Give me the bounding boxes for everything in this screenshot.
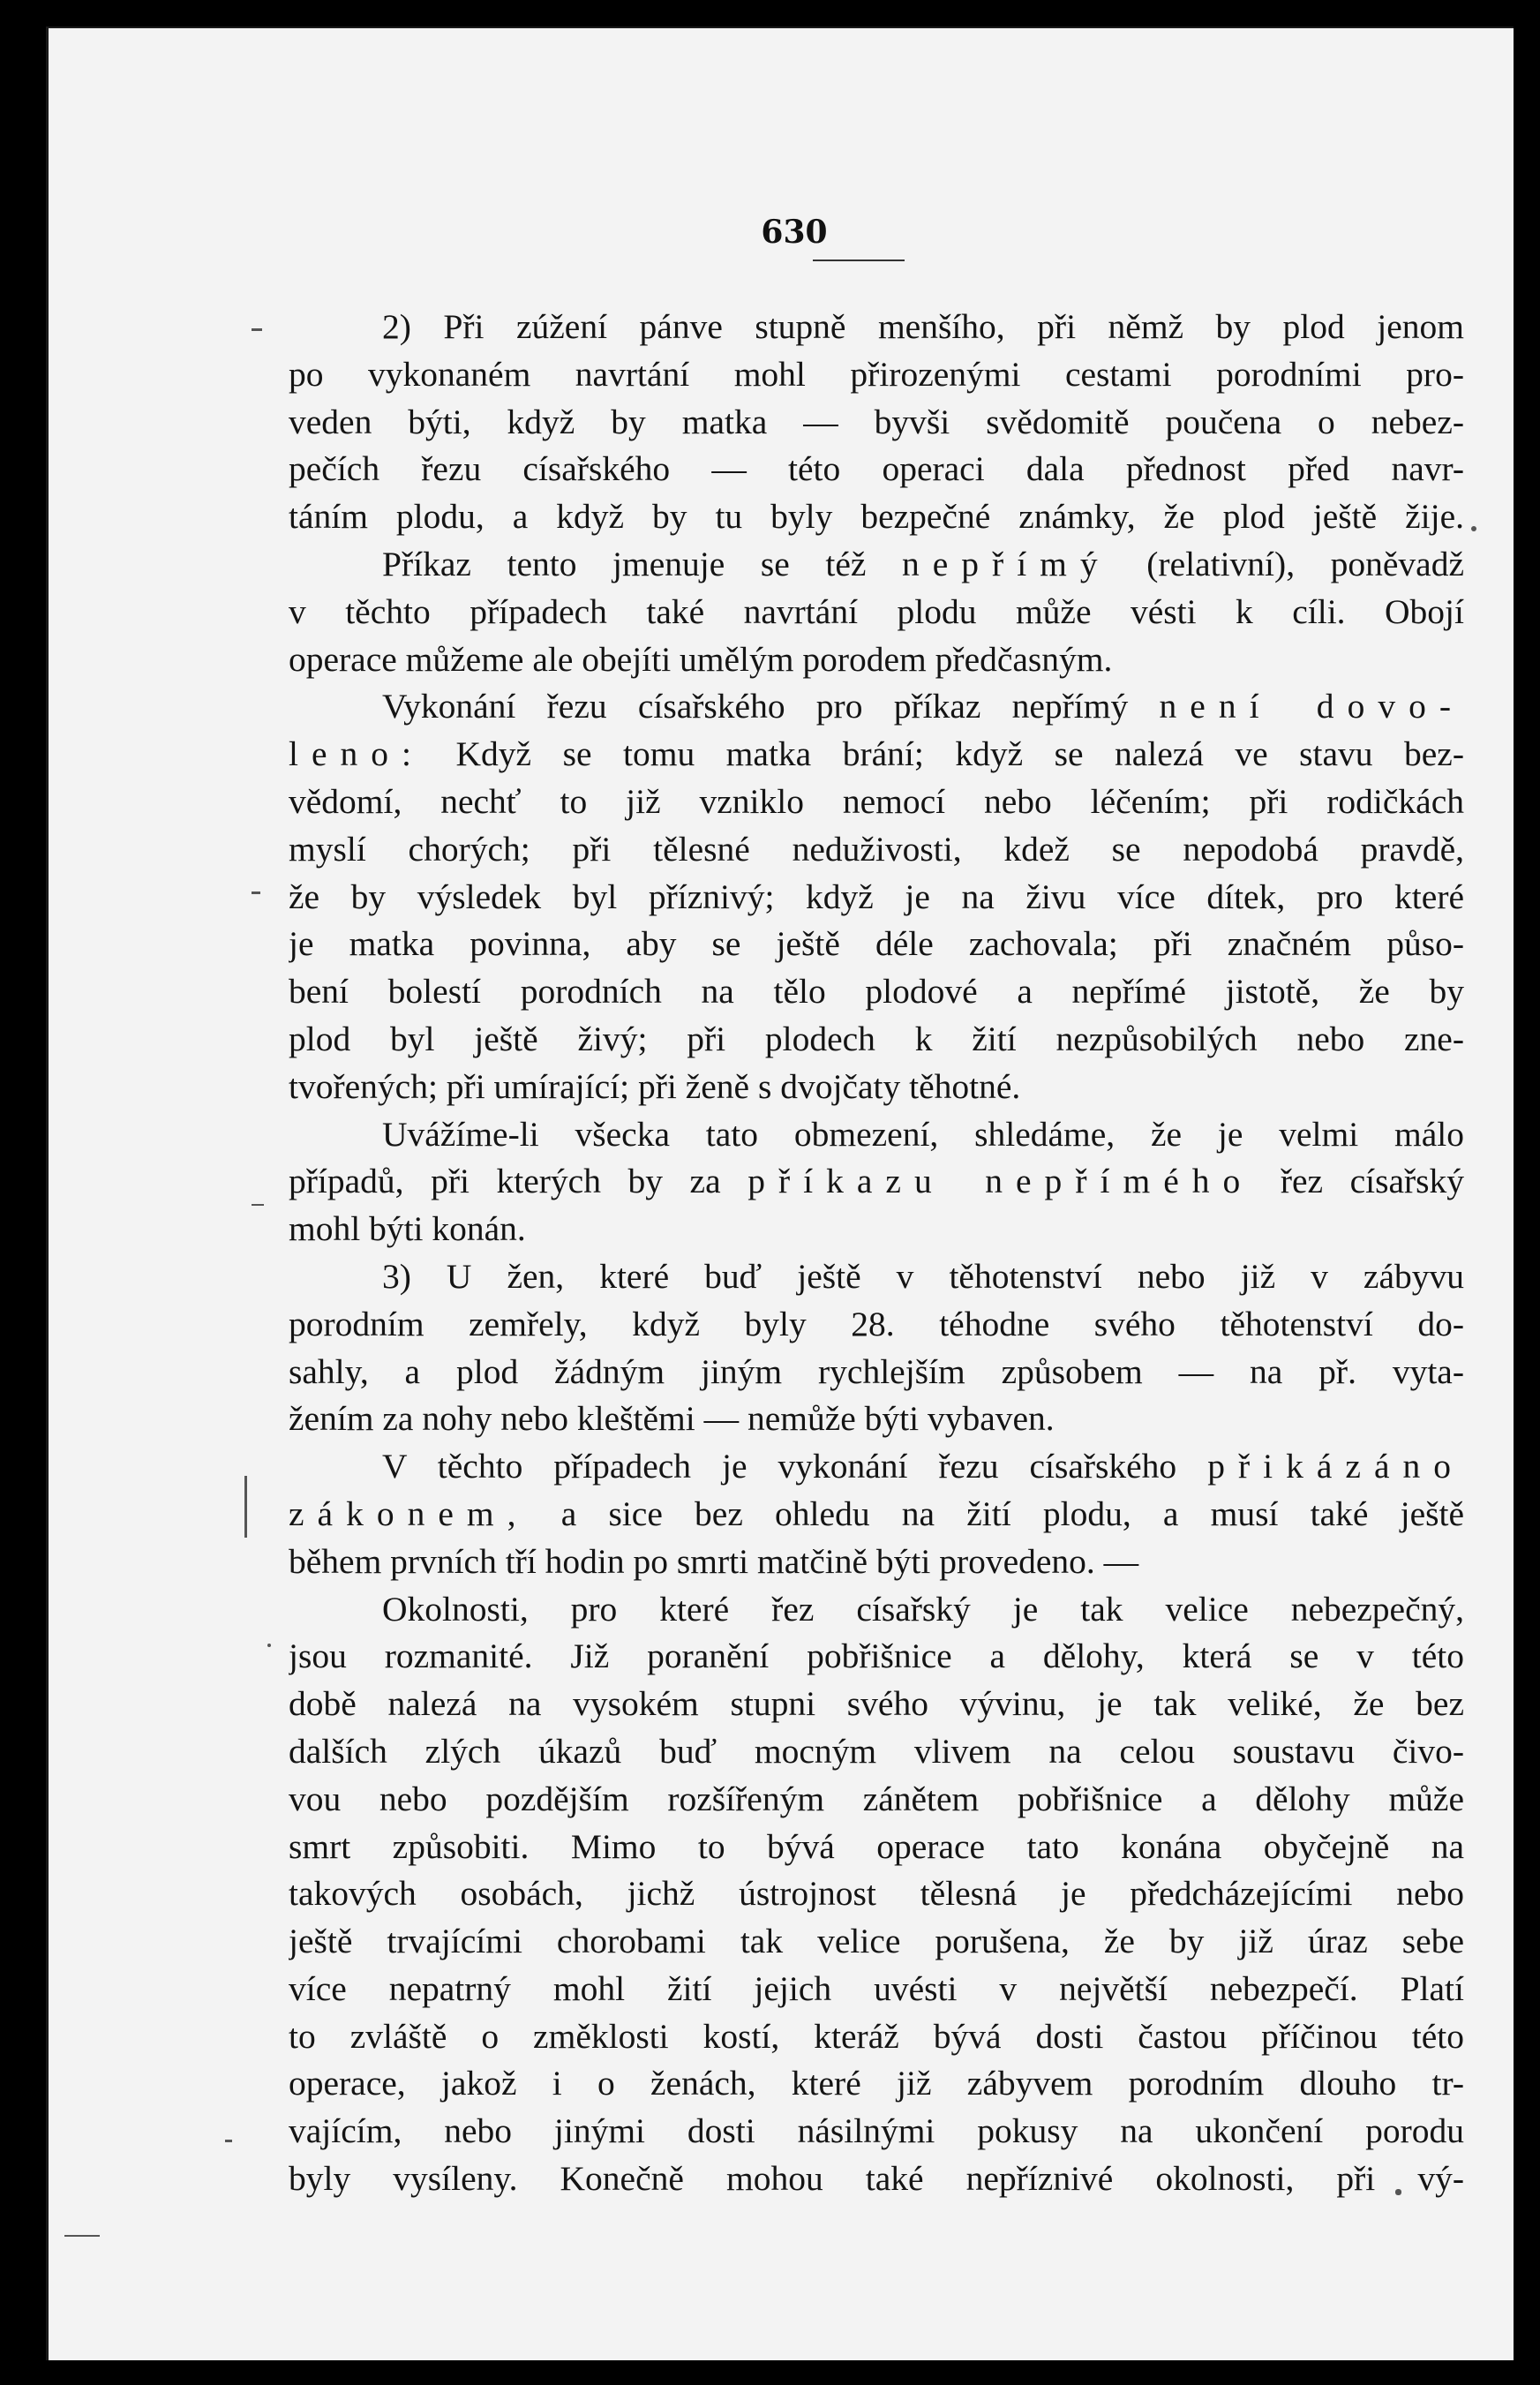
text-line: jsou rozmanité. Již poranění pobřišnice a dělohy, která se v této xyxy=(289,1636,1464,1676)
text-line: více nepatrný mohl žití jejich uvésti v největší nebezpečí. Platí xyxy=(289,1968,1464,2008)
text-line: porodním zemřely, když byly 28. téhodne svého těhotenství do- xyxy=(289,1304,1464,1343)
spaced-term: nepřímý xyxy=(901,544,1111,583)
margin-mark xyxy=(252,328,262,331)
spaced-term: leno: xyxy=(289,734,425,774)
spaced-term: zákonem, xyxy=(289,1493,530,1533)
margin-mark xyxy=(244,1476,247,1538)
text-line: to zvláště o změklosti kostí, kteráž bývá dosti častou příčinou této xyxy=(289,2016,1464,2056)
text-run: (relativní), poněvadž xyxy=(1146,544,1464,583)
text-line xyxy=(289,1491,1464,1539)
text-line: operace, jakož i o ženách, které již zábyvem porodním dlouho tr- xyxy=(289,2064,1464,2103)
text-line: že by výsledek byl příznivý; když je na živu více dítek, pro které xyxy=(289,877,1464,916)
text-line xyxy=(289,1158,1464,1206)
text-run: Příkaz tento jmenuje se též xyxy=(382,544,867,583)
text-line: plod byl ještě živý; při plodech k žití nezpůsobilých nebo zne- xyxy=(289,1019,1464,1058)
spaced-term: není dovo- xyxy=(1159,687,1464,726)
margin-mark xyxy=(225,2140,232,2142)
text-line: myslí chorých; při tělesné neduživosti, kdež se nepodobá pravdě, xyxy=(289,829,1464,869)
text-line xyxy=(289,1443,1464,1491)
text-line: je matka povinna, aby se ještě déle zachovala; při značném půso- xyxy=(289,924,1464,964)
text-line: během prvních tří hodin po smrti matčině býti provedeno. — xyxy=(289,1541,1139,1581)
page-number-rule xyxy=(813,260,905,261)
text-line: sahly, a plod žádným jiným rychlejším způsobem — na př. vyta- xyxy=(289,1351,1464,1391)
text-line xyxy=(289,731,1464,779)
book-page xyxy=(46,26,1514,2360)
text-line: byly vysíleny. Konečně mohou také nepříznivé okolnosti, při vý- xyxy=(289,2159,1464,2199)
text-line xyxy=(289,683,1464,731)
margin-mark xyxy=(252,1204,264,1206)
page-number: 630 xyxy=(761,214,828,251)
text-line: smrt způsobiti. Mimo to bývá operace tato konána obyčejně na xyxy=(289,1826,1464,1866)
text-line: veden býti, když by matka — byvši svědomitě poučena o nebez- xyxy=(289,402,1464,441)
text-line: takových osobách, jichž ústrojnost tělesná je předcházejícími nebo xyxy=(289,1874,1464,1914)
text-line: Uvážíme-li všecka tato obmezení, shledáme, že je velmi málo xyxy=(382,1114,1464,1154)
text-line xyxy=(289,541,1464,589)
text-line: žením za nohy nebo kleštěmi — nemůže býti vybaven. xyxy=(289,1399,1055,1439)
text-line: dalších zlých úkazů buď mocným vlivem na celou soustavu čivo- xyxy=(289,1731,1464,1771)
text-line: 2) Při zúžení pánve stupně menšího, při němž by plod jenom xyxy=(382,307,1464,346)
spaced-term: přikázáno xyxy=(1207,1447,1464,1486)
text-line: ještě trvajícími chorobami tak velice porušena, že by již úraz sebe xyxy=(289,1922,1464,1961)
text-line: době nalezá na vysokém stupni svého vývinu, je tak veliké, že bez xyxy=(289,1684,1464,1724)
text-line: Okolnosti, pro které řez císařský je tak velice nebezpečný, xyxy=(382,1589,1464,1629)
text-line: táním plodu, a když by tu byly bezpečné známky, že plod ještě žije. xyxy=(289,497,1464,537)
text-run: V těchto případech je vykonání řezu císařského xyxy=(382,1447,1177,1486)
text-run: Vykonání řezu císařského pro příkaz nepřímý xyxy=(382,687,1129,726)
text-line: vědomí, nechť to již vzniklo nemocí nebo léčením; při rodičkách xyxy=(289,781,1464,821)
margin-mark xyxy=(64,2235,100,2237)
text-run: Když se tomu matka brání; když se nalezá ve stavu bez- xyxy=(455,734,1464,774)
text-line: mohl býti konán. xyxy=(289,1209,526,1249)
body-text xyxy=(289,304,1464,2203)
text-line: operace můžeme ale obejíti umělým porodem předčasným. xyxy=(289,639,1113,679)
text-line: 3) U žen, které buď ještě v těhotenství nebo již v zábyvu xyxy=(382,1256,1464,1296)
text-run: a sice bez ohledu na žití plodu, a musí také ještě xyxy=(560,1493,1464,1533)
text-line: v těchto případech také navrtání plodu může vésti k cíli. Obojí xyxy=(289,591,1464,631)
text-line: tvořených; při umírající; při ženě s dvojčaty těhotné. xyxy=(289,1066,1021,1106)
spaced-term: příkazu nepřímého xyxy=(747,1162,1254,1201)
margin-mark xyxy=(252,892,260,894)
text-run: řez císařský xyxy=(1280,1162,1464,1201)
text-line: vou nebo pozdějším rozšířeným zánětem pobřišnice a dělohy může xyxy=(289,1779,1464,1818)
text-line: vajícím, nebo jinými dosti násilnými pokusy na ukončení porodu xyxy=(289,2111,1464,2151)
text-line: pečích řezu císařského — této operaci dala přednost před navr- xyxy=(289,449,1464,489)
text-run: případů, při kterých by za xyxy=(289,1162,721,1201)
margin-mark xyxy=(267,1644,271,1647)
text-line: po vykonaném navrtání mohl přirozenými cestami porodními pro- xyxy=(289,354,1464,394)
text-line: bení bolestí porodních na tělo plodové a nepřímé jistotě, že by xyxy=(289,972,1464,1012)
margin-mark xyxy=(1471,526,1476,531)
